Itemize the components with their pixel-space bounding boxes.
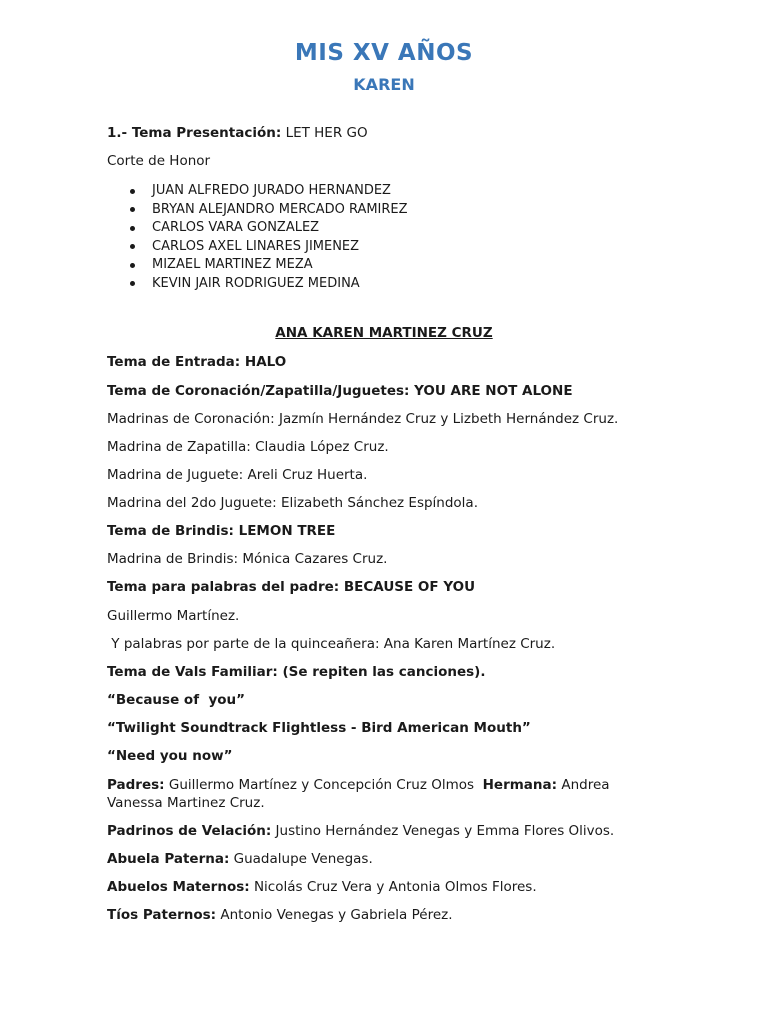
waltz-song: “Because of you” [107, 692, 246, 708]
coronation-value: YOU ARE NOT ALONE [414, 383, 573, 399]
list-item: CARLOS VARA GONZALEZ [130, 219, 408, 238]
presentation-label: 1.- Tema Presentación: [107, 125, 282, 141]
list-item: KEVIN JAIR RODRIGUEZ MEDINA [130, 275, 408, 294]
paternal-uncles-line [107, 906, 453, 924]
waltz-song: “Twilight Soundtrack Flightless - Bird American Mouth” [107, 720, 531, 736]
godmother-toy: Madrina de Juguete: Areli Cruz Huerta. [107, 467, 368, 483]
toast-line [107, 522, 335, 540]
toast-value: LEMON TREE [238, 523, 336, 539]
presentation-value: LET HER GO [285, 125, 368, 141]
father-words-line [107, 578, 475, 596]
godmother-coronation: Madrinas de Coronación: Jazmín Hernández Cruz y Lizbeth Hernández Cruz. [107, 411, 619, 427]
waltz-song: “Need you now” [107, 748, 233, 764]
paternal-grandmother-value: Guadalupe Venegas. [229, 851, 373, 867]
coronation-label: Tema de Coronación/Zapatilla/Juguetes: [107, 383, 410, 399]
godmother-slipper: Madrina de Zapatilla: Claudia López Cruz. [107, 439, 389, 455]
father-name: Guillermo Martínez. [107, 608, 240, 624]
toast-label: Tema de Brindis: [107, 523, 234, 539]
entrance-line [107, 353, 286, 371]
paternal-uncles-value: Antonio Venegas y Gabriela Pérez. [216, 907, 453, 923]
honoree-words: Y palabras por parte de la quinceañera: Ana Karen Martínez Cruz. [107, 636, 556, 652]
maternal-grandparents-value: Nicolás Cruz Vera y Antonia Olmos Flores. [249, 879, 537, 895]
paternal-uncles-label: Tíos Paternos: [107, 907, 217, 923]
paternal-grandmother-line [107, 850, 373, 868]
parents-label: Padres: [107, 777, 165, 793]
list-item: JUAN ALFREDO JURADO HERNANDEZ [130, 182, 408, 201]
honoree-heading: ANA KAREN MARTINEZ CRUZ [275, 325, 493, 341]
family-waltz-heading: Tema de Vals Familiar: (Se repiten las canciones). [107, 664, 486, 680]
father-words-label: Tema para palabras del padre: [107, 579, 340, 595]
maternal-grandparents-label: Abuelos Maternos: [107, 879, 250, 895]
honor-court-list [130, 182, 408, 294]
parents-line [107, 776, 610, 794]
document-title: MIS XV AÑOS [294, 40, 474, 66]
parents-value: Guillermo Martínez y Concepción Cruz Olmos [164, 777, 483, 793]
vigil-godparents-line [107, 822, 614, 840]
list-item: MIZAEL MARTINEZ MEZA [130, 256, 408, 275]
coronation-line [107, 382, 573, 400]
sister-value: Andrea [557, 777, 610, 793]
maternal-grandparents-line [107, 878, 537, 896]
entrance-value: HALO [244, 354, 287, 370]
godmother-second-toy: Madrina del 2do Juguete: Elizabeth Sánchez Espíndola. [107, 495, 478, 511]
paternal-grandmother-label: Abuela Paterna: [107, 851, 230, 867]
father-words-value: BECAUSE OF YOU [343, 579, 476, 595]
sister-value-continued: Vanessa Martinez Cruz. [107, 795, 265, 811]
vigil-label: Padrinos de Velación: [107, 823, 272, 839]
honor-court-heading: Corte de Honor [107, 153, 211, 169]
toast-godmother: Madrina de Brindis: Mónica Cazares Cruz. [107, 551, 388, 567]
vigil-value: Justino Hernández Venegas y Emma Flores Olivos. [271, 823, 615, 839]
entrance-label: Tema de Entrada: [107, 354, 241, 370]
document-subtitle: KAREN [353, 75, 415, 94]
list-item: CARLOS AXEL LINARES JIMENEZ [130, 238, 408, 257]
list-item: BRYAN ALEJANDRO MERCADO RAMIREZ [130, 201, 408, 220]
sister-label: Hermana: [482, 777, 558, 793]
presentation-line [107, 124, 368, 142]
